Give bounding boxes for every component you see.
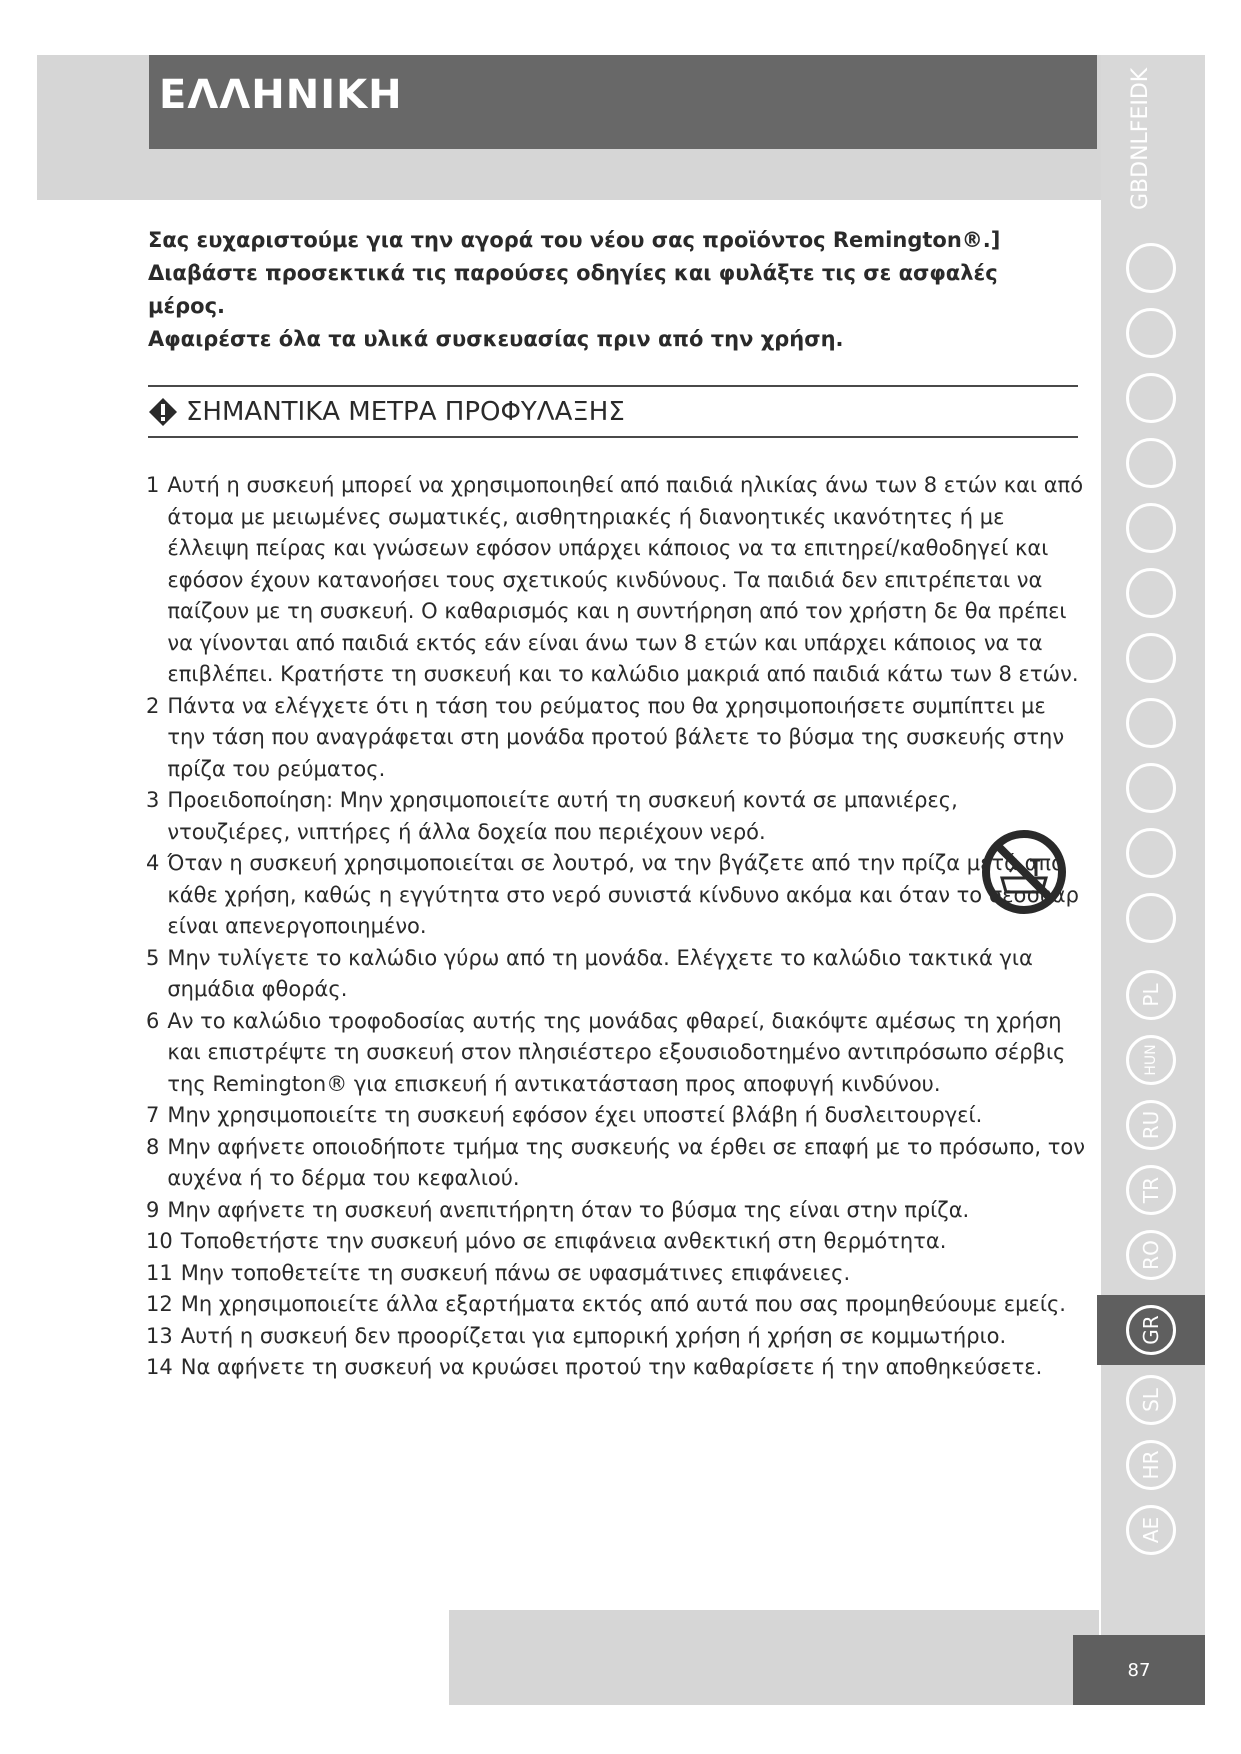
section-rule-bottom xyxy=(148,436,1078,438)
lang-tab-empty xyxy=(1097,760,1205,815)
no-water-bath-icon xyxy=(980,828,1068,916)
lang-tab-hun[interactable]: HUN xyxy=(1097,1030,1205,1090)
lang-tab-ro[interactable]: RO xyxy=(1097,1225,1205,1285)
bottom-gray-band xyxy=(449,1610,1099,1705)
list-item: 7 Μην χρησιμοποιείτε τη συσκευή εφόσον έχει υποστεί βλάβη ή δυσλειτουργεί. xyxy=(146,1103,983,1127)
warning-diamond-icon xyxy=(148,397,178,427)
lang-tab-empty xyxy=(1097,305,1205,360)
list-item: 12 Μη χρησιμοποιείτε άλλα εξαρτήματα εκτός από αυτά που σας προμηθεύουμε εμείς. xyxy=(146,1292,1066,1316)
list-item: 10 Τοποθετήστε την συσκευή μόνο σε επιφάνεια ανθεκτική στη θερμότητα. xyxy=(146,1229,947,1253)
intro-line: Σας ευχαριστούμε για την αγορά του νέου σας προϊόντος Remington®.] xyxy=(148,228,1001,252)
intro-line: Αφαιρέστε όλα τα υλικά συσκευασίας πριν από την χρήση. xyxy=(148,327,844,351)
page-number: 87 xyxy=(1073,1635,1205,1705)
list-item: 14 Να αφήνετε τη συσκευή να κρυώσει προτού την καθαρίσετε ή την αποθηκεύσετε. xyxy=(146,1355,1043,1379)
list-item: 5 Μην τυλίγετε το καλώδιο γύρω από τη μονάδα. Ελέγχετε το καλώδιο τακτικά για σημάδια φθοράς. xyxy=(146,945,1033,1001)
list-item: 2 Πάντα να ελέγχετε ότι η τάση του ρεύματος που θα χρησιμοποιήσετε συμπίπτει με την τάση που αναγράφεται στη μονάδα προτού βάλετε το βύσμα της συσκευής στην πρίζα του ρεύματος. xyxy=(146,693,1065,781)
list-item: 11 Μην τοποθετείτε τη συσκευή πάνω σε υφασμάτινες επιφάνειες. xyxy=(146,1260,851,1285)
lang-tab-gr-active[interactable]: GR xyxy=(1097,1295,1205,1365)
list-item: 1 Αυτή η συσκευή μπορεί να χρησιμοποιηθεί από παιδιά ηλικίας άνω των 8 ετών και από άτομα με μειωμένες σωματικές, αισθητηριακές ή διανοητικές ικανότητες ή με έλλειψη πείρας και γνώσεων εφόσον υπάρχει κάποιος να τα επιτηρεί/καθοδηγεί και εφόσον έχουν κατανοήσει τους σχετικούς κινδύνους. Τα παιδιά δεν επιτρέπεται να παίζουν με τη συσκευή. Ο καθαρισμός και η συντήρηση από τον χρήστη δε θα πρέπει να γίνονται από παιδιά εκτός εάν είναι άνω των 8 ετών και υπάρχει κάποιος να τα επιβλέπει. Κρατήστε τη συσκευή και το καλώδιο μακριά από παιδιά κάτω των 8 ετών. xyxy=(146,473,1084,686)
intro-text xyxy=(148,224,1048,356)
lang-tab-empty xyxy=(1097,630,1205,685)
intro-line: Διαβάστε προσεκτικά τις παρούσες οδηγίες και φυλάξτε τις σε ασφαλές xyxy=(148,261,998,285)
lang-tab-pl[interactable]: PL xyxy=(1097,965,1205,1025)
lang-tab-ru[interactable]: RU xyxy=(1097,1095,1205,1155)
lang-tab-sl[interactable]: SL xyxy=(1097,1370,1205,1430)
lang-tab-empty xyxy=(1097,825,1205,880)
lang-tab-empty xyxy=(1097,435,1205,490)
page-title: ΕΛΛΗΝΙΚΗ xyxy=(159,72,403,118)
list-item: 9 Μην αφήνετε τη συσκευή ανεπιτήρητη όταν το βύσμα της είναι στην πρίζα. xyxy=(146,1197,970,1222)
lang-tab-empty xyxy=(1097,500,1205,555)
lang-tab-empty xyxy=(1097,370,1205,425)
lang-tab-empty xyxy=(1097,695,1205,750)
section-heading xyxy=(148,397,625,427)
language-strip-label: GBDNLFEIDK xyxy=(1128,67,1153,210)
section-title: ΣΗΜΑΝΤΙΚΑ ΜΕΤΡΑ ΠΡΟΦΥΛΑΞΗΣ xyxy=(186,397,625,427)
list-item: 8 Μην αφήνετε οποιοδήποτε τμήμα της συσκευής να έρθει σε επαφή με το πρόσωπο, τον αυχένα ή το δέρμα του κεφαλιού. xyxy=(146,1134,1085,1190)
lang-tab-tr[interactable]: TR xyxy=(1097,1160,1205,1220)
list-item: 13 Αυτή η συσκευή δεν προορίζεται για εμπορική χρήση ή χρήση σε κομμωτήριο. xyxy=(146,1323,1007,1348)
intro-line: μέρος. xyxy=(148,294,226,318)
lang-tab-empty xyxy=(1097,890,1205,945)
lang-tab-ae[interactable]: AE xyxy=(1097,1500,1205,1560)
list-item: 4 Όταν η συσκευή χρησιμοποιείται σε λουτρό, να την βγάζετε από την πρίζα μετά από κάθε χρήση, καθώς η εγγύτητα στο νερό συνιστά κίνδυνο ακόμα και όταν το σεσουάρ είναι απενεργοποιημένο. xyxy=(146,851,1079,938)
section-rule-top xyxy=(148,385,1078,387)
lang-tab-empty xyxy=(1097,565,1205,620)
precautions-list xyxy=(146,470,1086,1384)
list-item: 3 Προειδοποίηση: Μην χρησιμοποιείτε αυτή τη συσκευή κοντά σε μπανιέρες, ντουζιέρες, νιπτήρες ή άλλα δοχεία που περιέχουν νερό. xyxy=(146,788,958,844)
lang-tab-empty xyxy=(1097,240,1205,295)
list-item: 6 Αν το καλώδιο τροφοδοσίας αυτής της μονάδας φθαρεί, διακόψτε αμέσως τη χρήση και επιστρέψτε τη συσκευή στον πλησιέστερο εξουσιοδοτημένο αντιπρόσωπο σέρβις της Remington® για επισκευή ή αντικατάσταση προς αποφυγή κινδύνου. xyxy=(146,1008,1066,1096)
lang-tab-hr[interactable]: HR xyxy=(1097,1435,1205,1495)
